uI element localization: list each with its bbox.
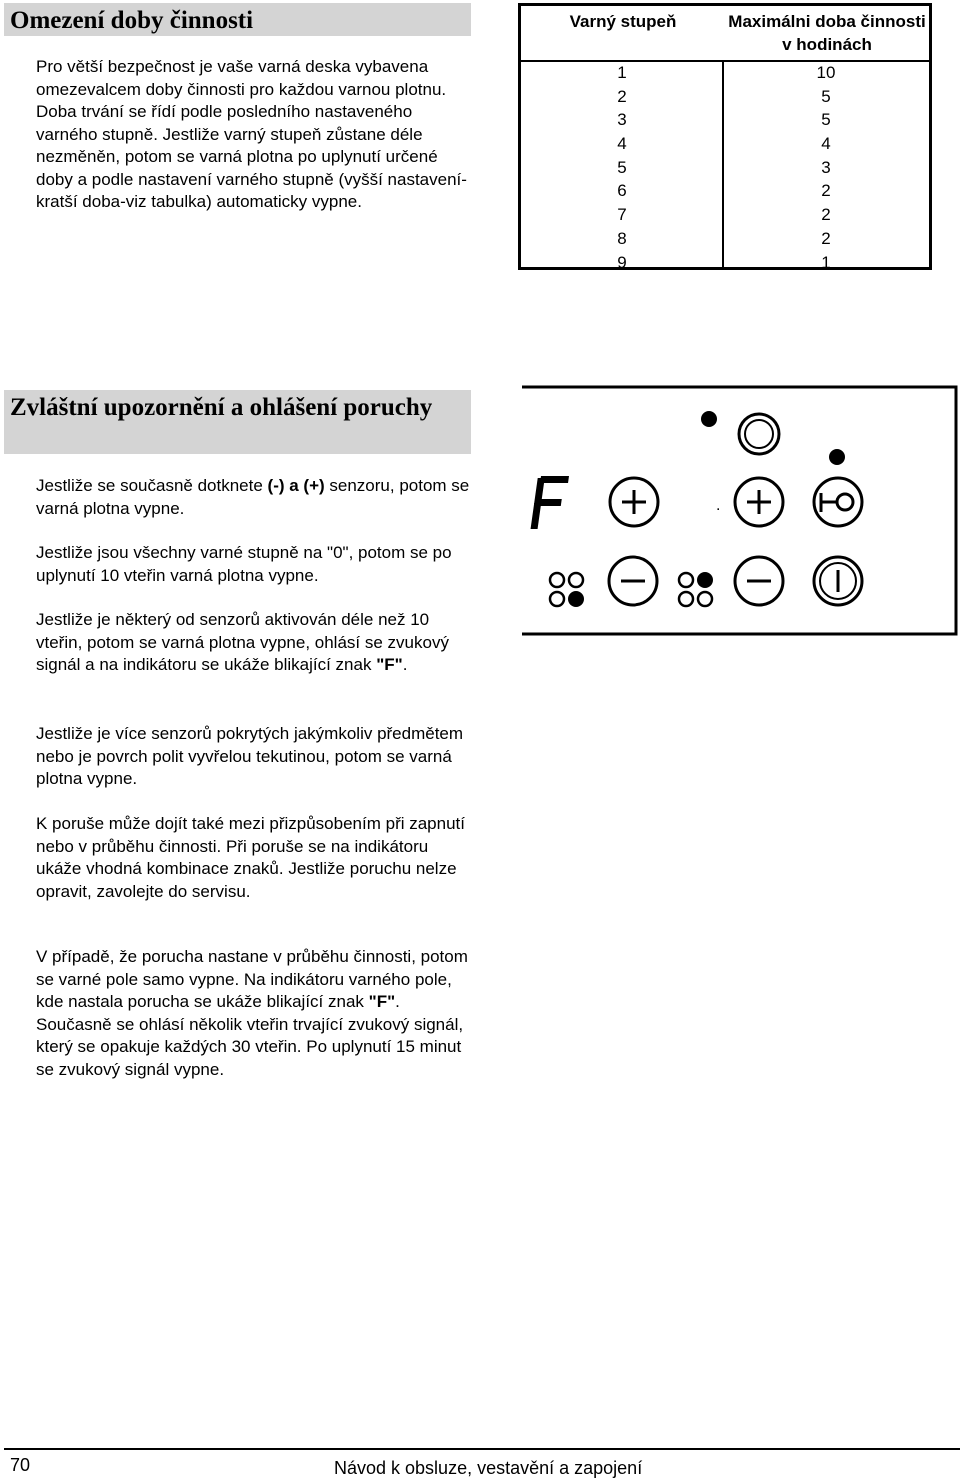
hours-cell: 2	[821, 228, 831, 248]
footer-title: Návod k obsluze, vestavění a zapojení	[334, 1458, 643, 1478]
level-cell: 3	[617, 110, 627, 130]
hours-cell: 3	[821, 157, 831, 177]
table-row	[521, 179, 929, 203]
hours-cell: 10	[816, 63, 836, 82]
decimal-point: .	[716, 497, 721, 514]
table-row	[521, 156, 929, 180]
level-cell: 7	[617, 205, 627, 225]
text-run: .	[402, 655, 408, 674]
fault-paragraph	[36, 475, 476, 520]
fault-paragraph: Jestliže jsou všechny varné stupně na "0", potom se po uplynutí 10 vteřin varná plotna vypne.	[36, 543, 452, 585]
footer-rule	[4, 1448, 960, 1450]
zone-indicator-right	[679, 572, 713, 606]
table-header-level: Varný stupeň	[569, 12, 677, 31]
fault-paragraph: K poruše může dojít také mezi přizpůsobením při zapnutí nebo v průběhu činnosti. Při poruše se na indikátoru ukáže vhodná kombinace znaků. Jestliže poruchu nelze opravit, zavolejte do servisu.	[36, 814, 465, 901]
power-ring-inner	[745, 420, 773, 448]
text-run: a	[284, 476, 304, 495]
seven-segment-display	[531, 476, 569, 529]
hours-cell: 2	[821, 205, 831, 225]
table-body	[521, 61, 929, 274]
level-cell: 6	[617, 181, 627, 201]
hours-cell: 2	[821, 181, 831, 201]
limit-table	[518, 3, 932, 270]
plus-sensor-label: (+)	[303, 476, 325, 495]
page-number: 70	[10, 1455, 31, 1475]
minus-button-right[interactable]	[735, 557, 783, 605]
indicator-dot	[701, 411, 717, 427]
text-run: V případě, že porucha nastane v průběhu činnosti, potom se varné pole samo vypne. Na indikátoru varného pole, kde nastala porucha se ukáže blikající znak	[36, 947, 468, 1011]
text-run: Jestliže se současně dotknete	[36, 476, 268, 495]
section-title-faults: Zvláštní upozornění a ohlášení poruchy	[4, 390, 471, 454]
on-off-button[interactable]	[814, 557, 862, 605]
table-row	[521, 251, 929, 275]
fault-paragraph	[36, 946, 476, 1081]
level-cell: 8	[617, 228, 627, 248]
plus-button-right[interactable]	[735, 478, 783, 526]
hours-cell: 5	[821, 110, 831, 130]
segment-lower-left	[531, 503, 542, 529]
minus-button-left[interactable]	[609, 557, 657, 605]
fault-paragraph: Jestliže je více senzorů pokrytých jakýmkoliv předmětem nebo je povrch polit vyvřelou tekutinou, potom se varná plotna vypne.	[36, 724, 464, 788]
text-run: Jestliže je některý od senzorů aktivován déle než 10 vteřin, potom se varná plotna vypne, ohlásí se zvukový signál a na indikátoru se ukáže blikající znak	[36, 610, 449, 674]
hours-cell: 5	[821, 86, 831, 106]
minus-sensor-label: (-)	[267, 476, 285, 495]
display-char: F	[534, 388, 535, 389]
zone-indicator-left	[550, 573, 584, 607]
limit-description: Pro větší bezpečnost je vaše varná deska vybavena omezevalcem doby činnosti pro každou varnou plotnu. Doba trvání se řídí podle posledního nastaveného varného stupně. Jestliže varný stupeň zůstane déle nezměněn, potom se varná plotna po uplynutí určené doby a podle nastavení varného stupně (vyšší nastavení-kratší doba-viz tabulka) automaticky vypne.	[36, 57, 467, 211]
indicator-dot	[829, 449, 845, 465]
table-row	[521, 132, 929, 156]
panel-outline	[522, 387, 956, 634]
f-symbol-label: "F"	[376, 655, 403, 674]
key-lock-button[interactable]	[814, 478, 862, 526]
text-run: senzoru, potom se varná plotna vypne.	[36, 476, 470, 518]
level-cell: 2	[617, 86, 627, 106]
level-cell: 9	[617, 252, 627, 272]
fault-paragraph	[36, 609, 476, 677]
level-cell: 5	[617, 157, 627, 177]
table-header-max-hours: Maximálni doba činnosti v hodinách	[728, 12, 926, 54]
plus-button-left[interactable]	[610, 478, 658, 526]
f-symbol-label: "F"	[368, 992, 396, 1011]
table-row	[521, 227, 929, 251]
table-row	[521, 203, 929, 227]
section-title-limit: Omezení doby činnosti	[4, 3, 471, 36]
level-cell: 4	[617, 134, 627, 154]
hours-cell: 4	[821, 134, 831, 154]
hours-cell: 1	[821, 252, 831, 272]
table-row	[521, 108, 929, 132]
level-cell: 1	[617, 63, 627, 82]
table-row	[521, 61, 929, 85]
control-panel-diagram	[520, 384, 960, 644]
text-run: . Současně se ohlásí několik vteřin trvající zvukový signál, který se opakuje každých 30 vteřin. Po uplynutí 15 minut se zvukový signál vypne.	[36, 992, 464, 1079]
table-row	[521, 85, 929, 109]
